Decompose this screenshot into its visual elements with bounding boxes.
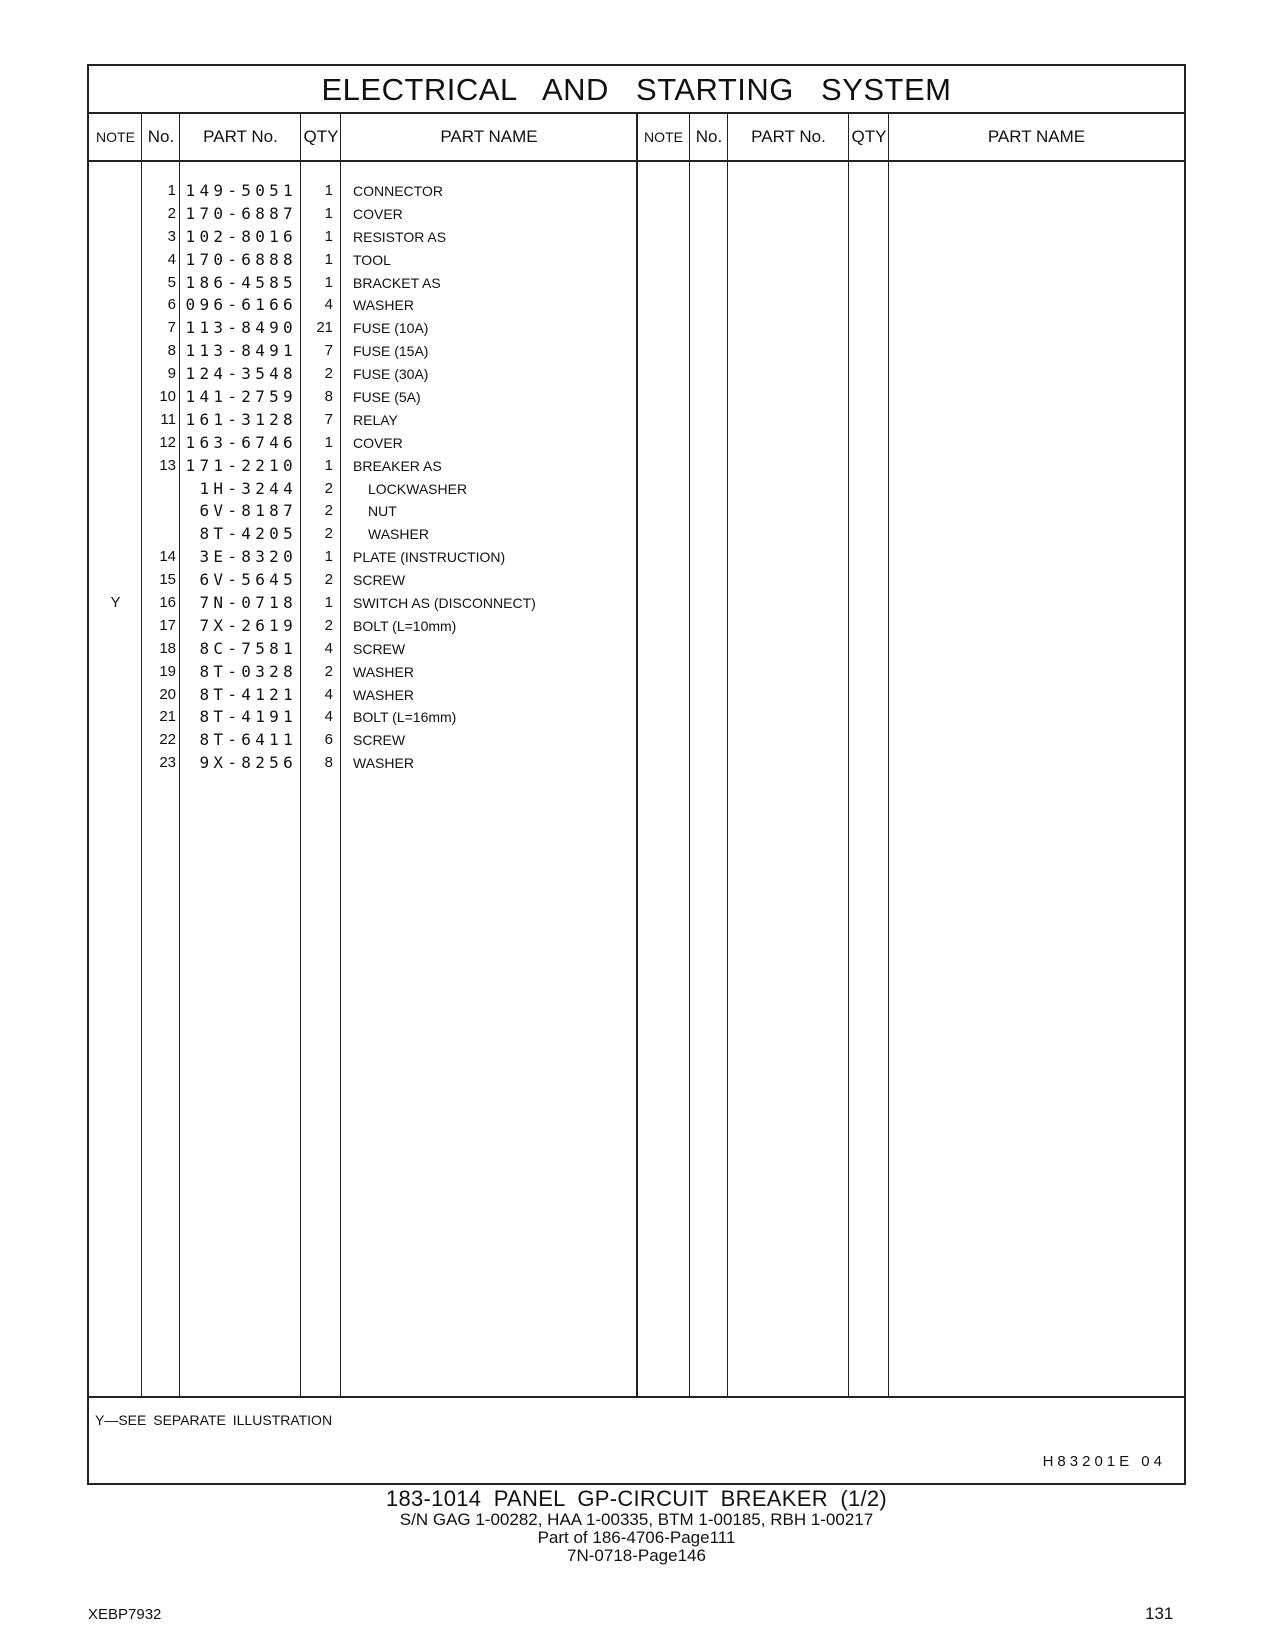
row-part-name: COVER <box>353 434 403 451</box>
row-part-name: TOOL <box>353 251 391 268</box>
row-part-number: 7X-2619 <box>199 615 297 635</box>
row-quantity: 1 <box>324 273 333 291</box>
row-part-name: SCREW <box>353 572 406 589</box>
row-number: 22 <box>159 731 176 749</box>
row-part-number: 1H-3244 <box>199 478 297 498</box>
section-title-row <box>89 66 1184 114</box>
row-part-number: 096-6166 <box>185 295 297 315</box>
table-row <box>89 706 1184 729</box>
row-quantity: 4 <box>324 639 333 657</box>
caption-serials: S/N GAG 1-00282, HAA 1-00335, BTM 1-00185, RBH 1-00217 <box>399 1510 874 1529</box>
row-number: 18 <box>159 639 176 657</box>
row-quantity: 4 <box>324 685 333 703</box>
row-part-number: 171-2210 <box>185 455 297 475</box>
row-part-name: CONNECTOR <box>353 183 443 199</box>
row-quantity: 2 <box>324 502 333 520</box>
table-row <box>89 684 1184 707</box>
table-row <box>89 569 1184 592</box>
row-part-name: WASHER <box>353 663 414 680</box>
row-part-name: RELAY <box>353 411 398 428</box>
header-no-right: No. <box>695 127 723 146</box>
row-quantity: 2 <box>324 525 333 543</box>
table-row <box>89 363 1184 386</box>
row-part-name: BREAKER AS <box>353 457 442 474</box>
table-row <box>89 523 1184 546</box>
row-quantity: 1 <box>324 594 333 612</box>
row-quantity: 1 <box>324 204 333 222</box>
row-part-name: BOLT (L=10mm) <box>353 617 457 634</box>
caption-title: 183-1014 PANEL GP-CIRCUIT BREAKER (1/2) <box>385 1486 888 1511</box>
row-quantity: 8 <box>324 388 333 406</box>
row-part-number: 124-3548 <box>185 364 297 384</box>
row-quantity: 4 <box>324 296 333 314</box>
table-row <box>89 386 1184 409</box>
header-part-name-left: PART NAME <box>440 127 538 146</box>
table-row <box>89 317 1184 340</box>
row-part-number: 8T-4121 <box>199 684 297 704</box>
row-part-number: 141-2759 <box>185 387 297 407</box>
row-number: 9 <box>167 365 176 383</box>
header-note-left: NOTE <box>96 129 135 145</box>
row-part-number: 102-8016 <box>185 226 297 246</box>
row-part-number: 8T-4191 <box>199 707 297 727</box>
row-quantity: 1 <box>324 227 333 245</box>
header-part-no-left: PART No. <box>203 127 278 146</box>
row-part-name: BOLT (L=16mm) <box>353 709 457 726</box>
header-part-no-right: PART No. <box>751 127 826 146</box>
row-note: Y <box>110 594 121 612</box>
row-part-name: BRACKET AS <box>353 274 441 291</box>
row-part-name: RESISTOR AS <box>353 228 447 245</box>
row-part-number: 161-3128 <box>185 409 297 429</box>
table-bottom-rule <box>89 1396 1184 1398</box>
row-quantity: 1 <box>324 456 333 474</box>
row-part-name: SCREW <box>353 732 406 749</box>
row-part-name: WASHER <box>353 755 414 772</box>
table-row <box>89 294 1184 317</box>
table-row <box>89 661 1184 684</box>
row-number: 2 <box>167 204 176 222</box>
row-part-number: 163-6746 <box>185 432 297 452</box>
table-row <box>89 615 1184 638</box>
row-number: 5 <box>167 273 176 291</box>
row-part-number: 113-8490 <box>185 318 297 338</box>
row-number: 14 <box>159 548 176 566</box>
row-quantity: 1 <box>324 548 333 566</box>
header-note-right: NOTE <box>644 129 683 145</box>
row-part-number: 6V-8187 <box>199 501 297 521</box>
row-quantity: 2 <box>324 571 333 589</box>
table-row <box>89 249 1184 272</box>
parts-list-frame <box>87 64 1186 1485</box>
table-row <box>89 752 1184 775</box>
table-row <box>89 546 1184 569</box>
table-row <box>89 478 1184 501</box>
row-part-number: 9X-8256 <box>199 753 297 773</box>
row-number: 23 <box>159 754 176 772</box>
row-part-number: 8T-0328 <box>199 661 297 681</box>
row-part-name: FUSE (15A) <box>353 343 429 360</box>
row-quantity: 1 <box>324 433 333 451</box>
row-quantity: 2 <box>324 616 333 634</box>
row-part-name: PLATE (INSTRUCTION) <box>353 549 506 566</box>
header-qty-right: QTY <box>851 127 887 146</box>
row-part-number: 8T-4205 <box>199 524 297 544</box>
row-quantity: 8 <box>324 754 333 772</box>
header-no-left: No. <box>147 127 175 146</box>
row-number: 8 <box>167 342 176 360</box>
row-number: 19 <box>159 662 176 680</box>
row-part-number: 3E-8320 <box>199 547 297 567</box>
table-row <box>89 432 1184 455</box>
section-title: ELECTRICAL AND STARTING SYSTEM <box>321 72 952 107</box>
row-part-name: WASHER <box>353 297 414 314</box>
row-part-number: 149-5051 <box>185 181 297 200</box>
table-row <box>89 729 1184 752</box>
row-number: 6 <box>167 296 176 314</box>
row-number: 1 <box>167 182 176 199</box>
row-number: 13 <box>159 456 176 474</box>
row-part-number: 170-6888 <box>185 249 297 269</box>
footnote: Y—SEE SEPARATE ILLUSTRATION <box>95 1412 333 1428</box>
row-part-name: COVER <box>353 205 403 222</box>
row-number: 15 <box>159 571 176 589</box>
row-number: 21 <box>159 708 176 726</box>
row-number: 7 <box>167 319 176 337</box>
table-row <box>89 638 1184 661</box>
row-quantity: 2 <box>324 662 333 680</box>
row-part-number: 170-6887 <box>185 203 297 223</box>
header-part-name-right: PART NAME <box>987 127 1086 146</box>
table-row <box>89 455 1184 478</box>
row-part-name: NUT <box>368 503 397 520</box>
row-part-name: SWITCH AS (DISCONNECT) <box>353 595 536 612</box>
row-number: 3 <box>167 227 176 245</box>
row-number: 10 <box>159 388 176 406</box>
row-quantity: 21 <box>316 319 333 337</box>
row-quantity: 2 <box>324 365 333 383</box>
parts-table-body <box>89 180 1184 775</box>
row-part-name: FUSE (5A) <box>353 389 421 406</box>
row-number: 12 <box>159 433 176 451</box>
row-part-name: LOCKWASHER <box>368 480 468 497</box>
row-part-number: 8T-6411 <box>199 730 297 750</box>
table-row <box>89 272 1184 295</box>
row-part-name: WASHER <box>368 526 429 543</box>
row-number: 20 <box>159 685 176 703</box>
caption-part-of-2: 7N-0718-Page146 <box>567 1546 706 1565</box>
row-quantity: 7 <box>324 342 333 360</box>
row-part-name: FUSE (30A) <box>353 366 429 383</box>
illustration-caption <box>0 1487 1273 1565</box>
table-row <box>89 203 1184 226</box>
page-number: 131 <box>1145 1604 1174 1623</box>
document-id: XEBP7932 <box>88 1606 162 1623</box>
illustration-code: H83201E 04 <box>1042 1453 1166 1470</box>
row-number: 4 <box>167 250 176 268</box>
row-quantity: 6 <box>324 731 333 749</box>
table-row <box>89 409 1184 432</box>
row-part-name: SCREW <box>353 640 406 657</box>
table-row <box>89 500 1184 523</box>
row-part-number: 113-8491 <box>185 341 297 361</box>
row-part-number: 186-4585 <box>185 272 297 292</box>
header-qty-left: QTY <box>303 127 339 146</box>
table-row <box>89 180 1184 203</box>
row-quantity: 7 <box>324 410 333 428</box>
row-part-name: WASHER <box>353 686 414 703</box>
row-quantity: 4 <box>324 708 333 726</box>
row-part-name: FUSE (10A) <box>353 320 429 337</box>
caption-part-of: Part of 186-4706-Page111 <box>537 1528 736 1547</box>
row-number: 17 <box>159 616 176 634</box>
row-number: 16 <box>159 594 176 612</box>
row-quantity: 1 <box>324 182 333 199</box>
row-quantity: 2 <box>324 479 333 497</box>
row-part-number: 8C-7581 <box>199 638 297 658</box>
table-row <box>89 592 1184 615</box>
row-quantity: 1 <box>324 250 333 268</box>
row-number: 11 <box>160 410 176 428</box>
row-part-number: 6V-5645 <box>199 570 297 590</box>
table-row <box>89 226 1184 249</box>
table-row <box>89 340 1184 363</box>
row-part-number: 7N-0718 <box>199 593 297 613</box>
